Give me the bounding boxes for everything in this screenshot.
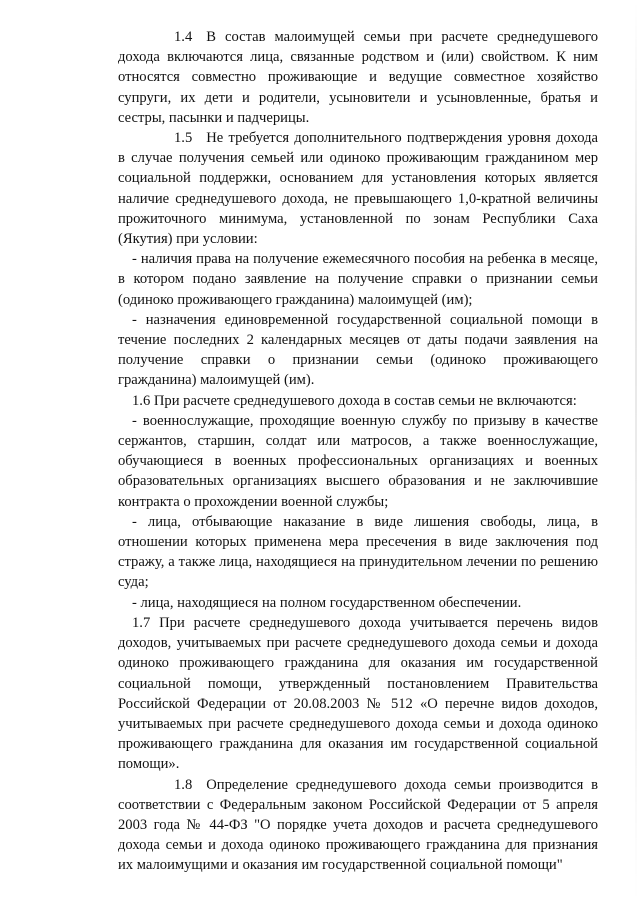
paragraph-1-4 — [118, 27, 598, 128]
list-item: - лица, отбывающие наказание в виде лишения свободы, лица, в отношении которых применена мера пресечения в виде заключения под стражу, а также лица, находящиеся на принудительном лечении по решению суда; — [118, 513, 598, 591]
list-item: - наличия права на получение ежемесячного пособия на ребенка в месяце, в котором подано заявление на получение справки о признании семьи (одиноко проживающего гражданина) малоимущей (им); — [118, 251, 598, 308]
paragraph-number: 1.8 — [174, 776, 193, 793]
paragraph-1-7: 1.7 При расчете среднедушевого дохода учитывается перечень видов доходов, учитываемых при расчете среднедушевого дохода семьи и дохода одиноко проживающего гражданина для оказания им государственной социальной помощи, утвержденный постановлением Правительства Российской Федерации от 20.08.2003 № 512 «О перечне видов доходов, учитываемых при расчете среднедушевого дохода семьи и дохода одиноко проживающего гражданина для оказания им государственной социальной помощи». — [118, 614, 598, 773]
paragraph-1-6: 1.6 При расчете среднедушевого дохода в состав семьи не включаются: — [132, 392, 577, 409]
list-item: - военнослужащие, проходящие военную службу по призыву в качестве сержантов, старшин, солдат или матросов, а также военнослужащие, обучающиеся в военных профессиональных организациях и военных образовательных организациях высшего образования и не заключившие контракта о прохождении военной службы; — [118, 412, 598, 510]
scan-edge-shadow — [635, 0, 637, 905]
paragraph-number: 1.5 — [174, 130, 193, 147]
document-body — [118, 27, 598, 876]
paragraph-number: 1.4 — [174, 29, 193, 45]
list-item: - назначения единовременной государственной социальной помощи в течение последних 2 календарных месяцев от даты подачи заявления на получение справки о признании семьи (одиноко проживающего гражданина) малоимущей (им). — [118, 311, 598, 389]
paragraph-text: Не требуется дополнительного подтверждения уровня дохода в случае получения семьей или одиноко проживающим гражданином мер социальной поддержки, основанием для установления которых является наличие среднедушевого дохода, не превышающего 1,0-кратной величины прожиточного минимума, установленной по зонам Республики Саха (Якутия) при условии: — [118, 130, 598, 248]
paragraph-1-8 — [118, 775, 598, 876]
paragraph-text: Определение среднедушевого дохода семьи производится в соответствии с Федеральным законом Российской Федерации от 5 апреля 2003 года № 44-ФЗ "О порядке учета доходов и расчета среднедушевого дохода семьи и дохода одиноко проживающего гражданина для признания их малоимущими и оказания им государственной социальной помощи" — [118, 776, 598, 874]
paragraph-text: В состав малоимущей семьи при расчете среднедушевого дохода включаются лица, связанные родством и (или) свойством. К ним относятся совместно проживающие и ведущие совместное хозяйство супруги, их дети и родители, усыновители и усыновленные, братья и сестры, пасынки и падчерицы. — [118, 29, 598, 126]
paragraph-1-5 — [118, 128, 598, 249]
list-item: - лица, находящиеся на полном государственном обеспечении. — [132, 594, 522, 611]
